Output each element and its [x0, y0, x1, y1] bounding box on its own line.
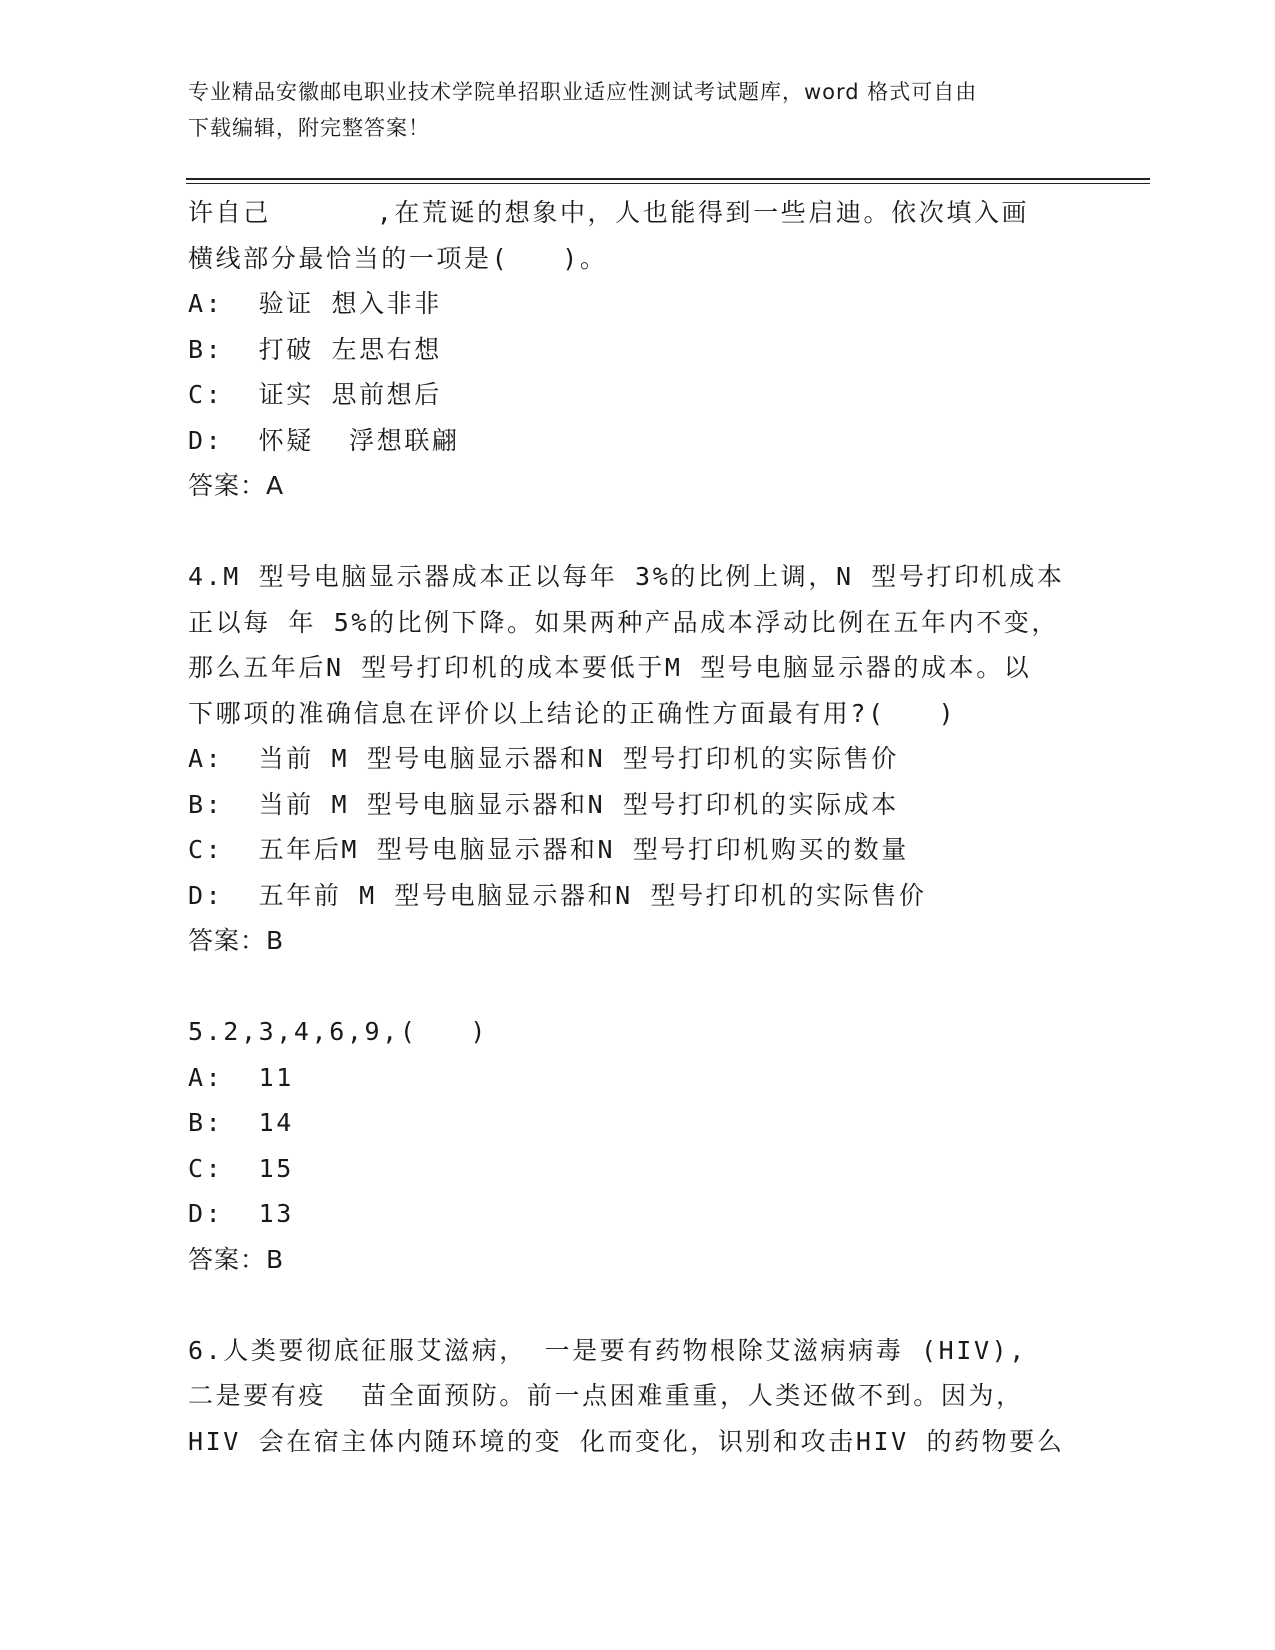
option-label: D: — [188, 880, 224, 910]
option-label: B: — [188, 334, 224, 364]
question-stem-line: 4.M 型号电脑显示器成本正以每年 3%的比例上调，N 型号打印机成本 — [188, 562, 1065, 591]
option-text: 14 — [258, 1108, 294, 1137]
spacer — [188, 509, 1128, 555]
question-3 — [188, 190, 1128, 509]
option-text: 11 — [258, 1062, 294, 1092]
option-text: 13 — [258, 1199, 294, 1228]
document-body — [188, 190, 1128, 1464]
question-stem-line: 5.2,3,4,6,9,( ) — [188, 1017, 489, 1046]
option-text: 打破 左思右想 — [258, 334, 442, 364]
question-stem-line: HIV 会在宿主体内随环境的变 化而变化，识别和攻击HIV 的药物要么 — [188, 1426, 1065, 1456]
option-label: B: — [188, 789, 224, 819]
question-stem-line: 正以每 年 5%的比例下降。如果两种产品成本浮动比例在五年内不变， — [188, 607, 1060, 637]
option-label: C: — [188, 380, 224, 409]
answer-line: 答案：A — [188, 471, 285, 500]
option-label: D: — [188, 1199, 224, 1228]
option-label: C: — [188, 835, 224, 864]
option-text: 15 — [258, 1153, 294, 1183]
option-b — [188, 782, 1128, 828]
option-d — [188, 418, 1128, 464]
question-stem-line: 横线部分最恰当的一项是( )。 — [188, 243, 608, 273]
question-6 — [188, 1328, 1128, 1465]
option-label: B: — [188, 1108, 224, 1137]
option-text: 当前 M 型号电脑显示器和N 型号打印机的实际售价 — [258, 744, 899, 773]
option-label: C: — [188, 1153, 224, 1183]
option-label: D: — [188, 425, 224, 455]
spacer — [188, 964, 1128, 1010]
question-stem-line: 6.人类要彻底征服艾滋病， 一是要有药物根除艾滋病病毒 (HIV), — [188, 1335, 1027, 1365]
option-c — [188, 372, 1128, 418]
option-text: 五年前 M 型号电脑显示器和N 型号打印机的实际售价 — [258, 880, 927, 910]
question-stem-line: 二是要有疫 苗全面预防。前一点困难重重，人类还做不到。因为， — [188, 1381, 1024, 1410]
question-4 — [188, 554, 1128, 964]
option-a — [188, 281, 1128, 327]
option-c — [188, 827, 1128, 873]
spacer — [188, 1282, 1128, 1328]
header-divider-thick — [186, 178, 1150, 180]
option-b — [188, 1100, 1128, 1146]
header-line-1: 专业精品安徽邮电职业技术学院单招职业适应性测试考试题库，word 格式可自由 — [188, 80, 978, 104]
option-text: 验证 想入非非 — [258, 289, 442, 318]
header-divider-thin — [186, 183, 1150, 184]
header-line-2: 下载编辑，附完整答案！ — [188, 116, 430, 140]
option-text: 五年后M 型号电脑显示器和N 型号打印机购买的数量 — [258, 835, 909, 864]
option-label: A: — [188, 1062, 224, 1092]
page-header — [188, 74, 1068, 146]
option-label: A: — [188, 289, 224, 318]
option-b — [188, 327, 1128, 373]
option-d — [188, 873, 1128, 919]
option-label: A: — [188, 744, 224, 773]
option-text: 当前 M 型号电脑显示器和N 型号打印机的实际成本 — [258, 789, 899, 819]
answer-line: 答案：B — [188, 1244, 285, 1274]
option-d — [188, 1191, 1128, 1237]
question-stem-line: 许自己 ,在荒诞的想象中，人也能得到一些启迪。依次填入画 — [188, 198, 1030, 227]
answer-line: 答案：B — [188, 926, 285, 955]
question-stem-line: 下哪项的准确信息在评价以上结论的正确性方面最有用?( ) — [188, 698, 957, 728]
question-stem-line: 那么五年后N 型号打印机的成本要低于M 型号电脑显示器的成本。以 — [188, 653, 1032, 682]
option-a — [188, 736, 1128, 782]
option-c — [188, 1146, 1128, 1192]
question-5 — [188, 1009, 1128, 1282]
option-a — [188, 1055, 1128, 1101]
option-text: 怀疑 浮想联翩 — [258, 425, 460, 455]
option-text: 证实 思前想后 — [258, 380, 442, 409]
